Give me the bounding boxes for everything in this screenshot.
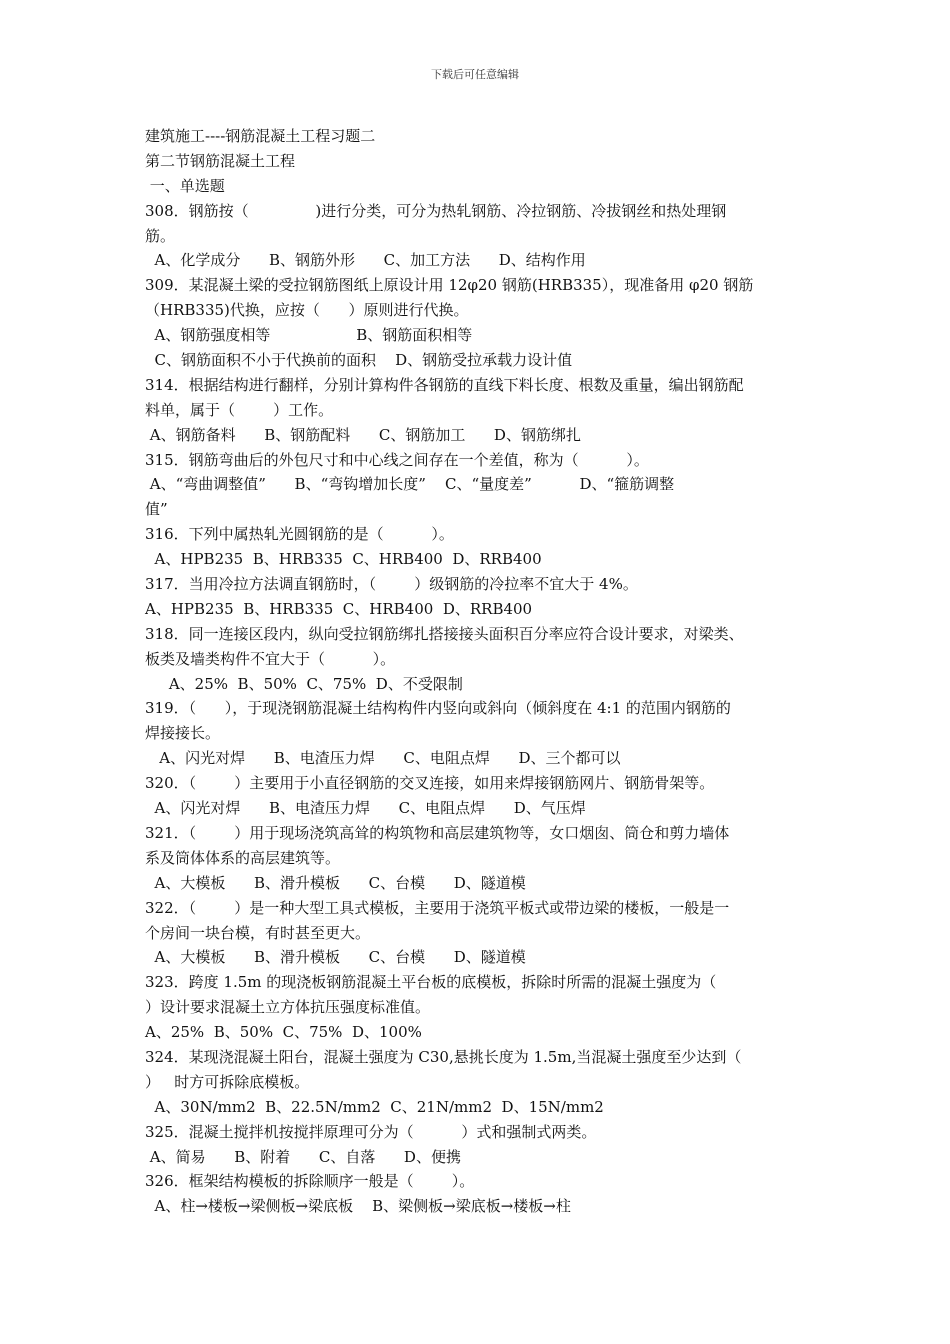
text-line: A、钢筋强度相等 B、钢筋面积相等 [145, 326, 473, 345]
text-line: 板类及墙类构件不宜大于（ ）。 [145, 649, 396, 668]
text-line: 323．跨度 1.5m 的现浇板钢筋混凝土平台板的底模板，拆除时所需的混凝土强度为（ [145, 973, 717, 992]
text-line: A、闪光对焊 B、电渣压力焊 C、电阻点焊 D、气压焊 [145, 799, 586, 818]
text-line: 317．当用冷拉方法调直钢筋时，（ ）级钢筋的冷拉率不宜大于 4%。 [145, 575, 638, 594]
text-line: 326．框架结构模板的拆除顺序一般是（ ）。 [145, 1172, 475, 1191]
text-line: A、HPB235 B、HRB335 C、HRB400 D、RRB400 [145, 599, 533, 618]
text-line: 建筑施工----钢筋混凝土工程习题二 [145, 127, 376, 145]
text-line: 325．混凝土搅拌机按搅拌原理可分为（ ）式和强制式两类。 [145, 1122, 597, 1141]
text-line: A、闪光对焊 B、电渣压力焊 C、电阻点焊 D、三个都可以 [145, 749, 621, 768]
text-line: （HRB335)代换，应按（ ）原则进行代换。 [145, 301, 469, 320]
text-line: A、25% B、50% C、75% D、100% [145, 1023, 422, 1042]
text-line: A、“弯曲调整值” B、“弯钩增加长度” C、“量度差” D、“箍筋调整 [145, 475, 675, 494]
text-line: 值” [145, 500, 168, 519]
text-line: A、大模板 B、滑升模板 C、台模 D、隧道模 [145, 948, 526, 967]
document-body [145, 124, 813, 1219]
text-line: A、钢筋备料 B、钢筋配料 C、钢筋加工 D、钢筋绑扎 [145, 425, 581, 444]
text-line: ） 时方可拆除底模板。 [145, 1072, 310, 1091]
text-line: 319．（ ），于现浇钢筋混凝土结构构件内竖向或斜向（倾斜度在 4:1 的范围内钢筋的 [145, 699, 731, 718]
page-header: 下载后可任意编辑 [431, 68, 519, 81]
text-line: 个房间一块台模，有时甚至更大。 [145, 923, 371, 942]
text-line: 315．钢筋弯曲后的外包尺寸和中心线之间存在一个差值，称为（ ）。 [145, 450, 649, 469]
text-line: 系及筒体体系的高层建筑等。 [145, 848, 341, 867]
text-line: A、25% B、50% C、75% D、不受限制 [145, 674, 463, 693]
text-line: A、30N/mm2 B、22.5N/mm2 C、21N/mm2 D、15N/mm2 [145, 1097, 604, 1116]
text-line: 筋。 [145, 226, 176, 245]
text-line: C、钢筋面积不小于代换前的面积 D、钢筋受拉承载力设计值 [145, 351, 573, 370]
text-line: 321．（ ）用于现场浇筑高耸的构筑物和高层建筑物等，女口烟囱、筒仓和剪力墙体 [145, 823, 730, 842]
text-line: A、简易 B、附着 C、自落 D、便携 [145, 1147, 461, 1166]
text-line: A、HPB235 B、HRB335 C、HRB400 D、RRB400 [145, 550, 542, 569]
text-line: 一、单选题 [145, 176, 225, 195]
text-line: 309．某混凝土梁的受拉钢筋图纸上原设计用 12φ20 钢筋(HRB335），现准备用 φ20 钢筋 [145, 276, 754, 295]
text-line: 322．（ ）是一种大型工具式模板，主要用于浇筑平板式或带边梁的楼板，一般是一 [145, 898, 730, 917]
text-line: 316．下列中属热轧光圆钢筋的是（ ）。 [145, 525, 454, 544]
text-line: 318．同一连接区段内，纵向受拉钢筋绑扎搭接接头面积百分率应符合设计要求，对梁类、 [145, 624, 744, 643]
text-line: A、化学成分 B、钢筋外形 C、加工方法 D、结构作用 [145, 251, 586, 270]
text-line: 焊接接长。 [145, 724, 221, 743]
text-line: 324．某现浇混凝土阳台，混凝土强度为 C30,悬挑长度为 1.5m,当混凝土强度至少达到（ [145, 1047, 742, 1066]
text-line: 308．钢筋按（ )进行分类，可分为热轧钢筋、冷拉钢筋、冷拔钢丝和热处理钢 [145, 201, 727, 220]
text-line: ）设计要求混凝土立方体抗压强度标准值。 [145, 998, 431, 1017]
text-line: 314．根据结构进行翻样，分别计算构件各钢筋的直线下料长度、根数及重量，编出钢筋配 [145, 375, 744, 394]
text-line: 料单，属于（ ）工作。 [145, 400, 334, 419]
text-line: 320．（ ）主要用于小直径钢筋的交叉连接，如用来焊接钢筋网片、钢筋骨架等。 [145, 774, 715, 793]
text-line: 第二节钢筋混凝土工程 [145, 151, 296, 170]
text-line: A、大模板 B、滑升模板 C、台模 D、隧道模 [145, 873, 526, 892]
text-line: A、柱→楼板→梁侧板→梁底板 B、梁侧板→梁底板→楼板→柱 [145, 1197, 571, 1216]
